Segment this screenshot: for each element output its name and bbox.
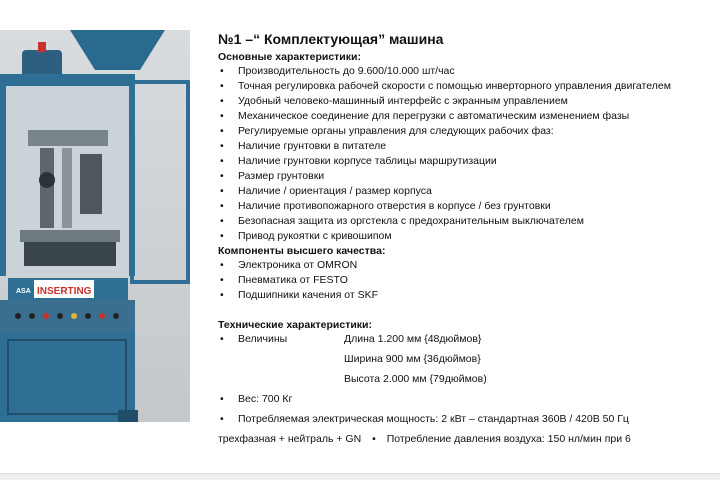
list-item: • Регулируемые органы управления для следующих рабочих фаз: [218, 124, 718, 139]
page-title: №1 –“ Комплектующая” машина [218, 31, 444, 47]
brand-logo: ASA [16, 288, 31, 295]
bottom-bar [0, 473, 720, 480]
bullet: • [372, 433, 376, 445]
main-features-list [218, 64, 718, 244]
main-section-heading: Основные характеристики: [218, 51, 361, 63]
tech-weight: Вес: 700 Кг [238, 393, 293, 405]
tech-size-label: Величины [238, 333, 288, 345]
tech-height: Высота 2.000 мм {79дюймов) [344, 373, 487, 385]
list-item: • Безопасная защита из оргстекла с предохранительным выключателем [218, 214, 718, 229]
machine-illustration [0, 30, 190, 422]
components-list [218, 258, 718, 303]
tech-size-row [218, 332, 718, 347]
list-item: • Наличие противопожарного отверстия в корпусе / без грунтовки [218, 199, 718, 214]
components-section-heading: Компоненты высшего качества: [218, 245, 386, 257]
tech-phase-air-row [218, 432, 718, 447]
tech-width: Ширина 900 мм {36дюймов} [344, 353, 481, 365]
list-item: • Производительность до 9.600/10.000 шт/час [218, 64, 718, 79]
list-item: • Привод рукоятки с кривошипом [218, 229, 718, 244]
list-item: • Подшипники качения от SKF [218, 288, 718, 303]
list-item: • Наличие / ориентация / размер корпуса [218, 184, 718, 199]
spec-sheet [218, 30, 718, 447]
bullet: • [220, 413, 224, 425]
list-item: • Наличие грунтовки корпусе таблицы маршрутизации [218, 154, 718, 169]
tech-power: Потребляемая электрическая мощность: 2 кВт – стандартная 360В / 420В 50 Гц [238, 413, 629, 425]
brand-label: INSERTING [37, 286, 92, 297]
tech-width-row [218, 352, 718, 367]
machine-cabinet [0, 332, 135, 422]
machine-open-door [132, 82, 188, 282]
list-item: • Электроника от OMRON [218, 258, 718, 273]
list-item: • Пневматика от FESTO [218, 273, 718, 288]
bullet: • [220, 333, 224, 345]
tech-weight-row [218, 392, 718, 407]
list-item: • Удобный человеко-машинный интерфейс с экранным управлением [218, 94, 718, 109]
list-item: • Размер грунтовки [218, 169, 718, 184]
tech-phase: трехфазная + нейтраль + GN [218, 433, 362, 445]
tech-height-row [218, 372, 718, 387]
list-item: • Механическое соединение для перегрузки с автоматическим изменением фазы [218, 109, 718, 124]
list-item: • Наличие грунтовки в питателе [218, 139, 718, 154]
machine-top-frame [0, 74, 135, 86]
tech-length: Длина 1.200 мм {48дюймов} [344, 333, 482, 345]
list-item: • Точная регулировка рабочей скорости с помощью инверторного управления двигателем [218, 79, 718, 94]
machine-hopper [70, 30, 165, 70]
tech-section-heading: Технические характеристики: [218, 319, 373, 331]
machine-photo [0, 30, 190, 422]
bullet: • [220, 393, 224, 405]
tech-air: Потребление давления воздуха: 150 нл/мин при 6 [386, 433, 631, 445]
tech-power-row [218, 412, 718, 427]
